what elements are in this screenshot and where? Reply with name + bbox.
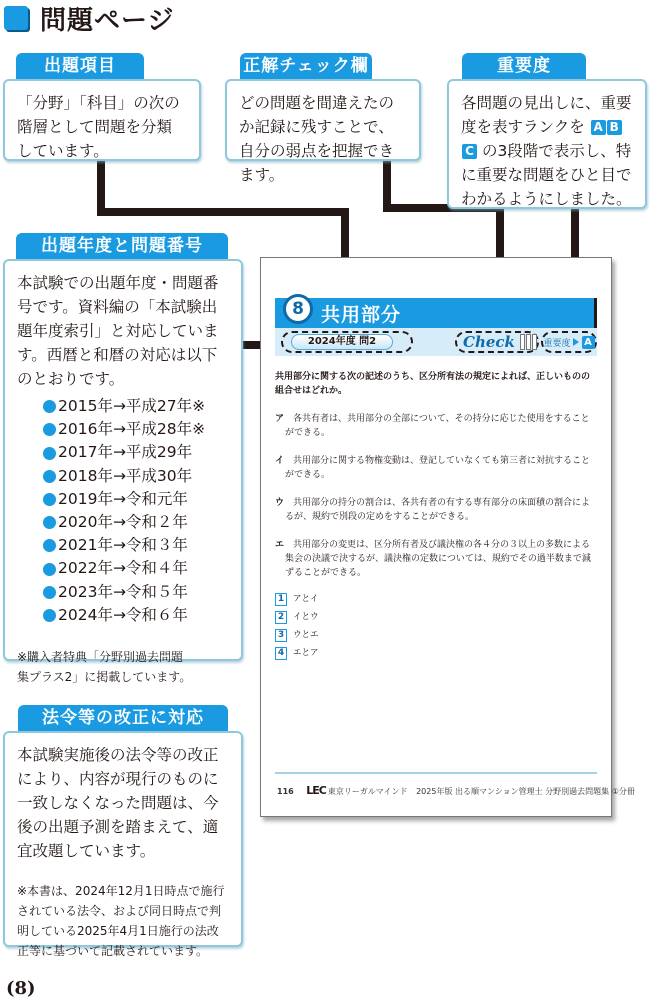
- year-item: 2022年→令和４年: [43, 557, 229, 580]
- statement: ウ 共用部分の持分の割合は、各共有者の有する専有部分の床面積の割合によるが、規約で別段の定めをすることができる。: [275, 498, 591, 522]
- year-pill: 2024年度 問2: [291, 334, 393, 350]
- rank-badge-c: C: [462, 144, 477, 159]
- year-list: [17, 395, 229, 627]
- bullet-icon: [43, 447, 56, 460]
- answer-choices: [275, 590, 595, 662]
- callout-importance-body: 各問題の見出しに、重要度を表すランクを: [461, 94, 632, 136]
- callout-year-note: ※購入者特典「分野別過去問題集プラス2」に掲載しています。: [17, 650, 192, 685]
- bullet-icon: [43, 423, 56, 436]
- callout-importance-title: 重要度: [462, 53, 586, 79]
- callout-law-note: ※本書は、2024年12月1日時点で施行されている法令、および同日時点で判明している2025年4月1日施行の法改正等に基づいて記載されています。: [17, 884, 225, 958]
- section-header: [275, 298, 597, 328]
- callout-check: [225, 79, 421, 184]
- bullet-icon: [43, 539, 56, 552]
- callout-topic-body: 「分野」「科目」の次の階層として問題を分類しています。: [17, 94, 180, 160]
- callout-topic-title: 出題項目: [16, 53, 144, 79]
- page-footer: [277, 784, 635, 797]
- callout-year-body: 本試験での出題年度・問題番号です。資料編の「本試験出題年度索引」と対応しています。西暦と和暦の対応は以下のとおりです。: [17, 274, 219, 388]
- triangle-right-icon: [573, 338, 579, 346]
- bullet-icon: [43, 609, 56, 622]
- callout-check-title: 正解チェック欄: [240, 53, 372, 79]
- rank-badge-a: A: [591, 120, 606, 135]
- callout-importance: [447, 79, 647, 209]
- page-title: 問題ページ: [40, 5, 175, 36]
- check-highlight: [455, 331, 539, 353]
- callout-check-body: どの問題を間違えたのか記録に残すことで、自分の弱点を把握できます。: [239, 94, 395, 184]
- year-item: 2021年→令和３年: [43, 534, 229, 557]
- year-item: 2020年→令和２年: [43, 511, 229, 534]
- connector-topic: [97, 208, 349, 216]
- choice-item[interactable]: 3 ウとエ: [275, 626, 595, 644]
- heading-square-icon: [4, 6, 28, 30]
- footer-page-number: 116: [277, 787, 294, 796]
- bullet-icon: [43, 400, 56, 413]
- page-number: (8): [6, 978, 36, 999]
- check-box[interactable]: [520, 334, 525, 350]
- footer-book-title: 2025年版 出る順マンション管理士 分野別過去問題集 ①分冊: [416, 787, 635, 796]
- choice-item[interactable]: 1 アとイ: [275, 590, 595, 608]
- page-heading: [4, 2, 174, 34]
- bullet-icon: [43, 563, 56, 576]
- bullet-icon: [43, 516, 56, 529]
- question-meta-strip: [275, 328, 597, 356]
- statement: エ 共用部分の変更は、区分所有者及び議決権の各４分の３以上の多数による集会の決議で決するが、議決権の定数については、規約でその過半数まで減ずることができる。: [275, 540, 591, 578]
- year-pill-highlight: [281, 331, 413, 353]
- choice-item[interactable]: 4 エとア: [275, 644, 595, 662]
- callout-law-title: 法令等の改正に対応: [18, 705, 228, 731]
- callout-topic: [3, 79, 201, 161]
- sample-question-page: [260, 257, 635, 817]
- check-box[interactable]: [526, 334, 531, 350]
- callout-law-body: 本試験実施後の法令等の改正により、内容が現行のものに一致しなくなった問題は、今後の出題予測を踏まえて、適宜改題しています。: [17, 746, 219, 860]
- year-item: 2019年→令和元年: [43, 488, 229, 511]
- year-item: 2017年→平成29年: [43, 441, 229, 464]
- statement: イ 共用部分に関する物権変動は、登記していなくても第三者に対抗することができる。: [275, 456, 591, 480]
- importance-rank-badge: A: [582, 336, 595, 349]
- bullet-icon: [43, 586, 56, 599]
- year-item: 2024年→令和６年: [43, 604, 229, 627]
- section-title: 共用部分: [321, 304, 402, 326]
- callout-year-title: 出題年度と問題番号: [16, 233, 228, 259]
- year-item: 2015年→平成27年※: [43, 395, 229, 418]
- callout-year: [3, 259, 243, 685]
- footer-publisher: 東京リーガルマインド: [327, 787, 408, 796]
- importance-label: 重要度: [543, 338, 571, 349]
- check-box[interactable]: [532, 334, 537, 350]
- section-number: 8: [283, 294, 313, 324]
- bullet-icon: [43, 470, 56, 483]
- callout-importance-body-cont: の3段階で表示し、特に重要な問題をひと目でわかるようにしました。: [461, 142, 632, 208]
- year-item: 2018年→平成30年: [43, 465, 229, 488]
- lec-logo: LEC: [306, 784, 326, 797]
- year-item: 2023年→令和５年: [43, 581, 229, 604]
- choice-item[interactable]: 2 イとウ: [275, 608, 595, 626]
- importance-highlight: [541, 331, 597, 353]
- bullet-icon: [43, 493, 56, 506]
- check-label: Check: [463, 333, 515, 351]
- footer-rule: [275, 772, 597, 774]
- statement: ア 各共有者は、共用部分の全部について、その持分に応じた使用をすることができる。: [275, 414, 590, 438]
- year-item: 2016年→平成28年※: [43, 418, 229, 441]
- question-body: [275, 370, 595, 662]
- callout-law: [3, 731, 243, 958]
- rank-badge-b: B: [607, 120, 622, 135]
- question-stem: 共用部分に関する次の記述のうち、区分所有法の規定によれば、正しいものの組合せはどれか。: [275, 372, 591, 396]
